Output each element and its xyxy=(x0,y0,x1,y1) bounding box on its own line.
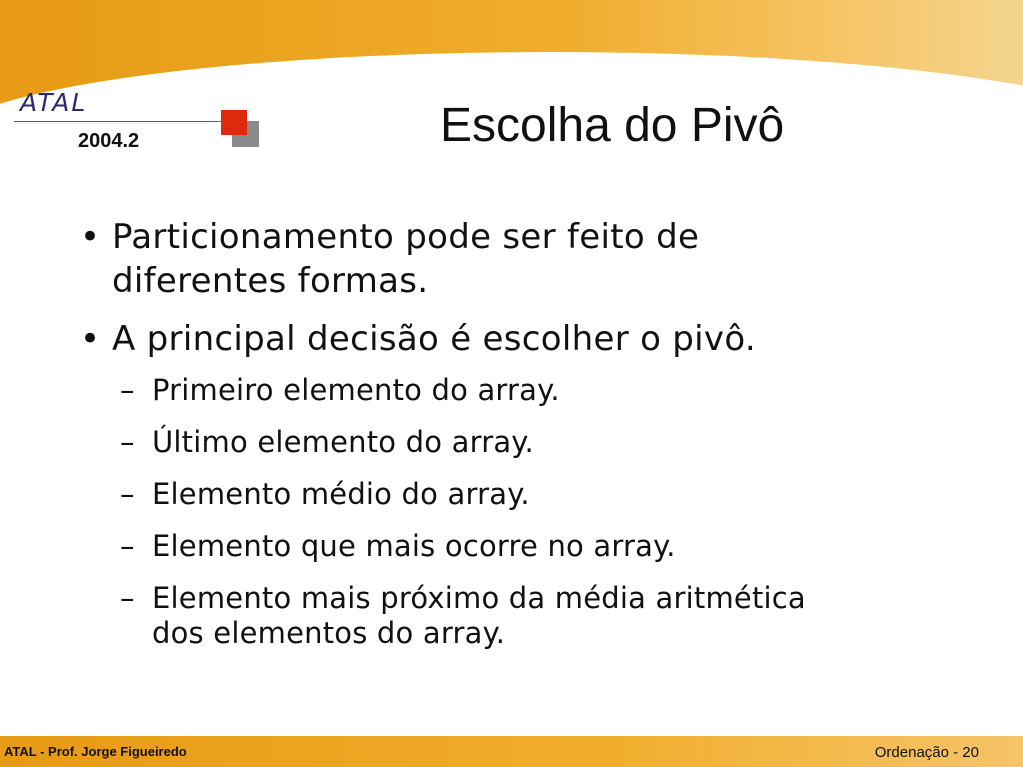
bullet-item xyxy=(80,215,980,303)
logo-red-square-icon xyxy=(221,110,247,135)
sub-bullet-list xyxy=(80,373,980,651)
footer-author: ATAL - Prof. Jorge Figueiredo xyxy=(4,744,187,759)
sub-bullet-text-line: Primeiro elemento do array. xyxy=(152,373,560,407)
sub-bullet-item xyxy=(80,529,980,564)
logo-text: ATAL xyxy=(20,88,88,117)
sub-bullet-text-line: Elemento mais próximo da média aritmética xyxy=(152,581,806,615)
footer-band xyxy=(0,736,1023,767)
sub-bullet-item xyxy=(80,373,980,408)
sub-bullet-marker: – xyxy=(120,425,135,459)
sub-bullet-marker: – xyxy=(120,373,135,407)
sub-bullet-marker: – xyxy=(120,581,135,615)
sub-bullet-marker: – xyxy=(120,529,135,563)
bullet-text-line: diferentes formas. xyxy=(112,261,429,301)
footer-page-number: Ordenação - 20 xyxy=(874,744,979,761)
sub-bullet-text-line: Elemento médio do array. xyxy=(152,477,530,511)
bullet-marker: • xyxy=(80,217,101,257)
sub-bullet-item xyxy=(80,477,980,512)
bullet-text-line: A principal decisão é escolher o pivô. xyxy=(112,319,756,359)
sub-bullet-text-line: Último elemento do array. xyxy=(152,425,534,459)
sub-bullet-text-line: Elemento que mais ocorre no array. xyxy=(152,529,676,563)
sub-bullet-text-line: dos elementos do array. xyxy=(152,616,506,650)
slide-title: Escolha do Pivô xyxy=(440,99,785,152)
sub-bullet-marker: – xyxy=(120,477,135,511)
bullet-text-line: Particionamento pode ser feito de xyxy=(112,217,700,257)
sub-bullet-item xyxy=(80,425,980,460)
bullet-item xyxy=(80,317,980,361)
sub-bullet-item xyxy=(80,581,980,651)
logo-year: 2004.2 xyxy=(78,130,140,152)
slide-content xyxy=(80,215,980,668)
logo-underline xyxy=(14,121,224,122)
bullet-marker: • xyxy=(80,319,101,359)
